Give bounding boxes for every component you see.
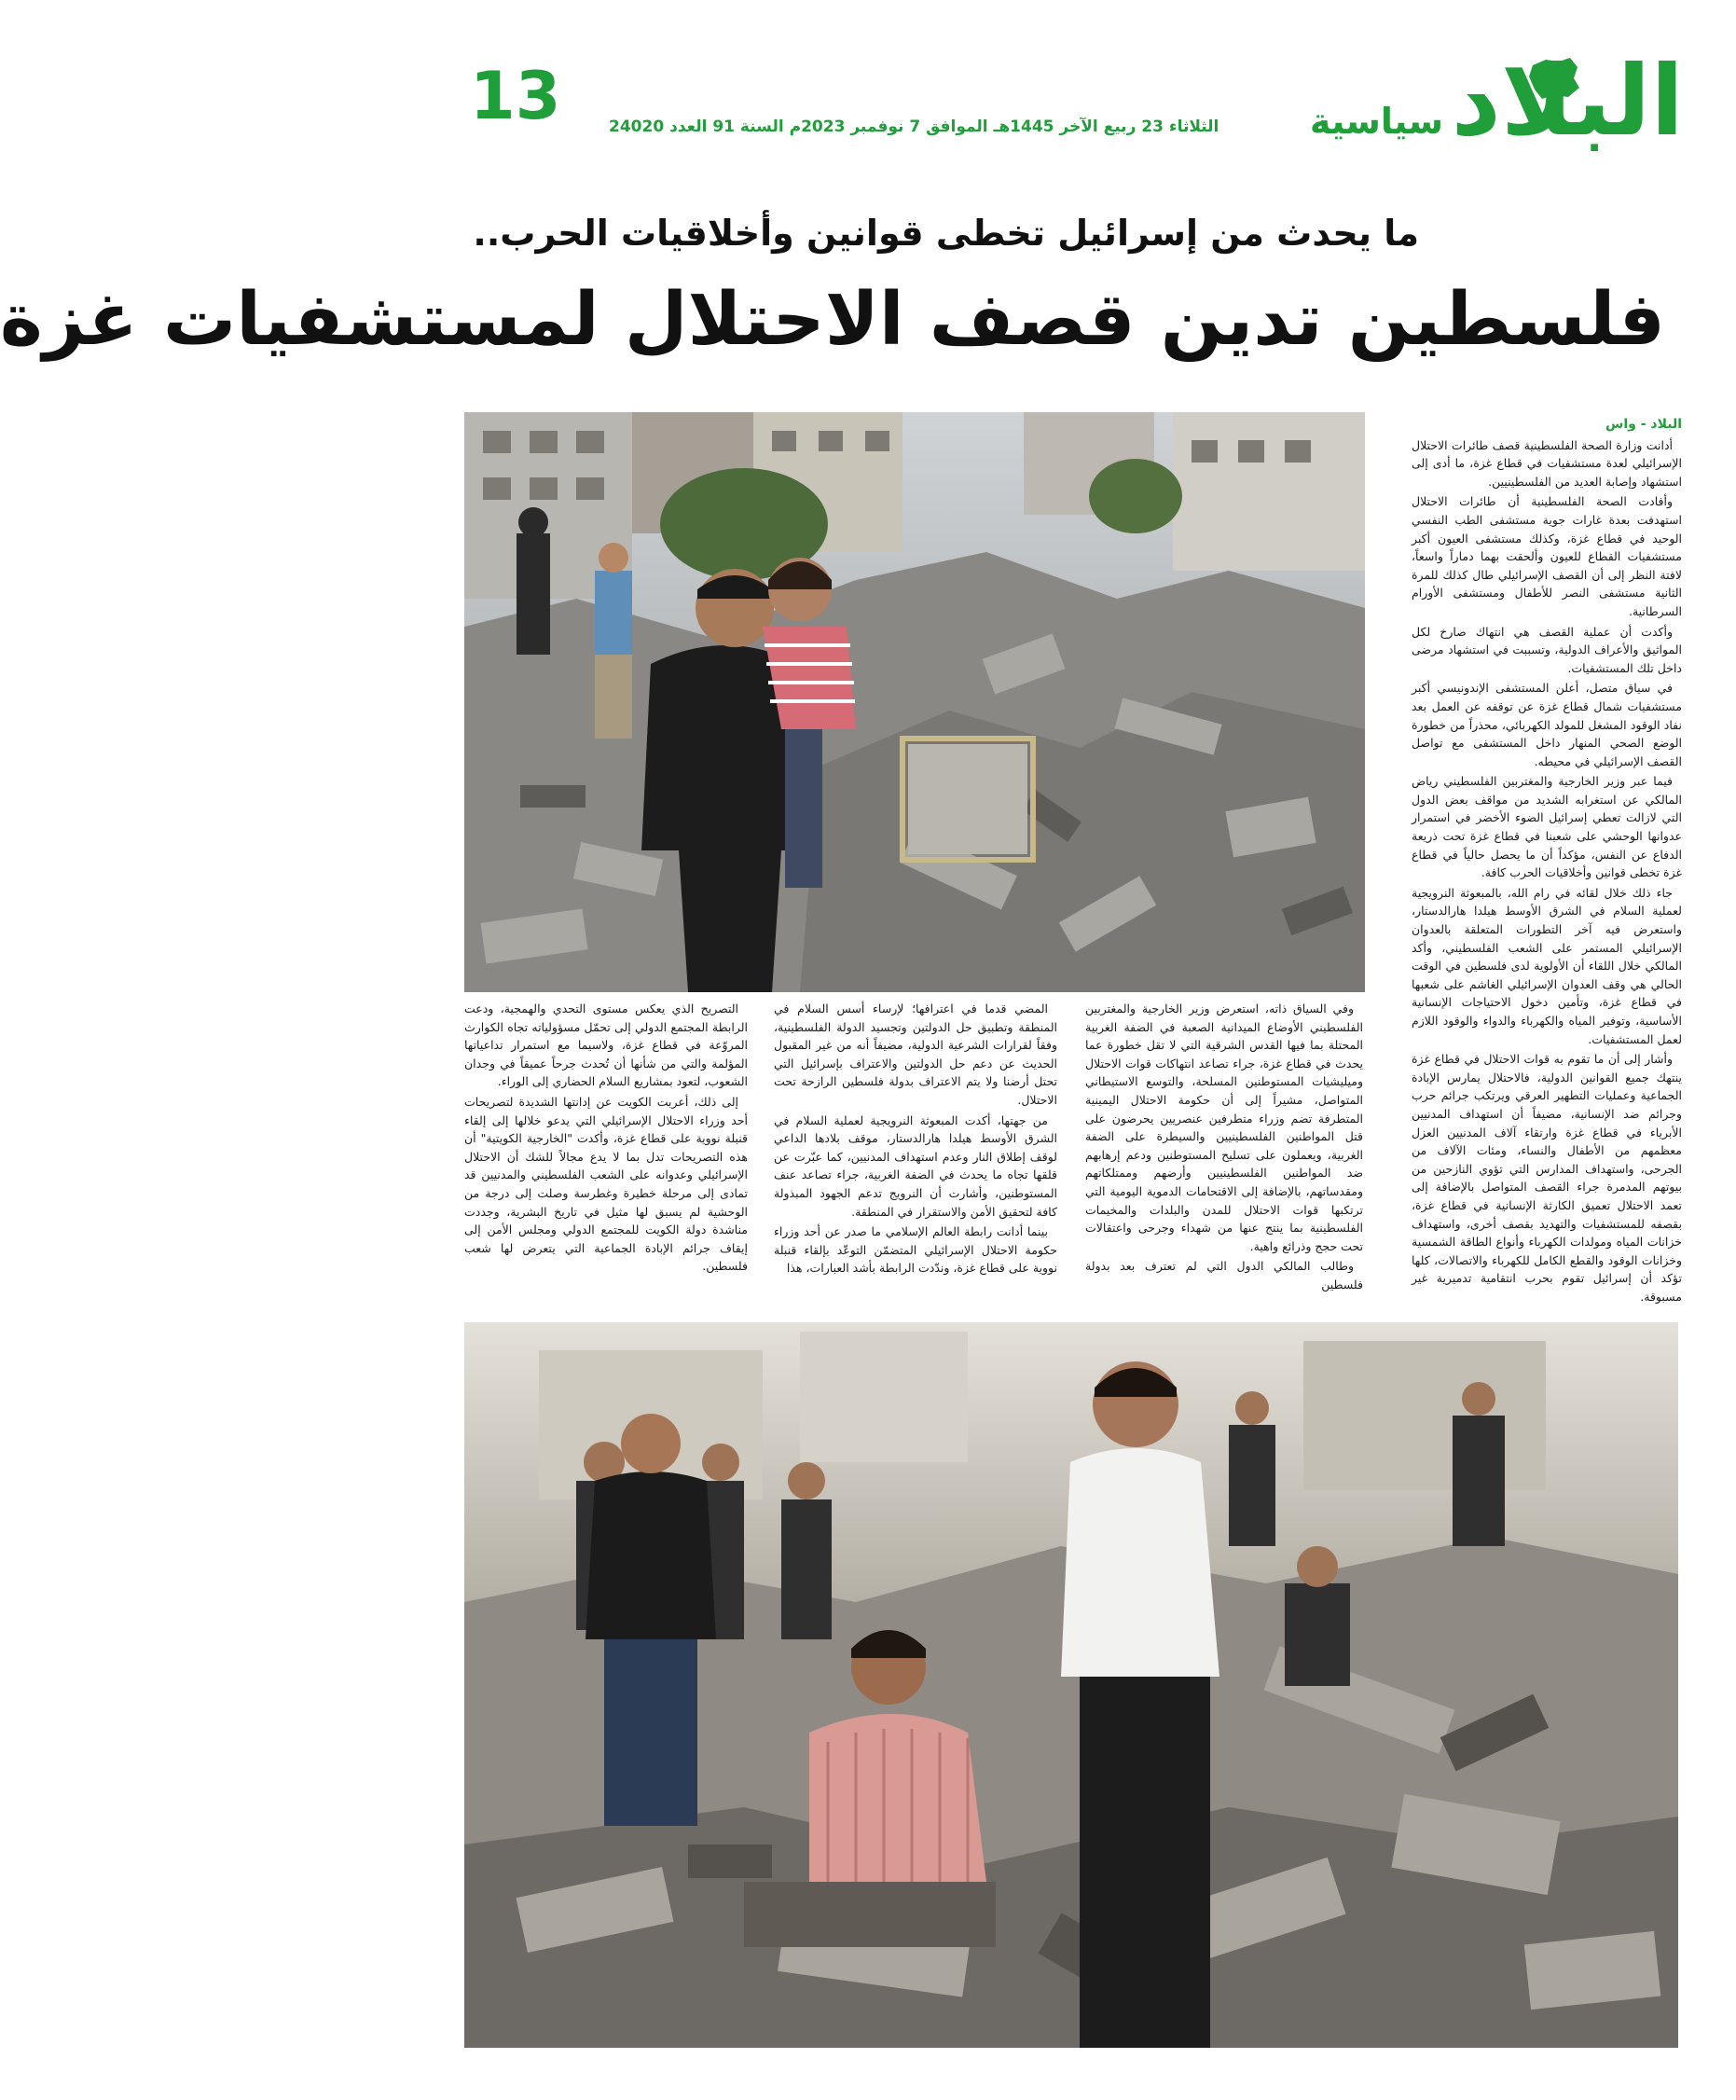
paragraph: وأشار إلى أن ما تقوم به قوات الاحتلال في قطاع غزة ينتهك جميع القوانين الدولية، فالاحتلال يمارس الإبادة الجماعية وعمليات التطهير العرقي ويرتكب جرائم حرب وجرائم ضد الإنسانية، مضيفاً أن استهداف المدنيين الأبرياء في قطاع غزة وارتقاء آلاف المدنيين العزل معظمهم من الأطفال والنساء، ومئات الآلاف من الجرحى، واستهداف المدارس التي تؤوي النازحين من بيوتهم المدمرة جراء القصف المتواصل بالإضافة إلى تعمد الاحتلال تعميق الكارثة الإنسانية في قطاع غزة، بقصفه للمستشفيات والتهديد بقصف أخرى، واستهداف خزانات المياه ومولدات الكهرباء وأنواع الطاقة الشمسية وخزانات الوقود والقطع الكامل للكهرباء والاتصالات، كلها تؤكد أن إسرائيل تقوم بحرب انتقامية تدميرية غير مسبوقة. <box>1412 1052 1682 1304</box>
article-kicker: ما يحدث من إسرائيل تخطى قوانين وأخلاقيات الحرب.. <box>473 213 1419 254</box>
paragraph: بينما أدانت رابطة العالم الإسلامي ما صدر عن أحد وزراء حكومة الاحتلال الإسرائيلي المتضمّن التوعّد بإلقاء قنبلة نووية على قطاع غزة، وندّدت الرابطة بأشد العبارات، هذا <box>774 1224 1057 1276</box>
paragraph: وفي السياق ذاته، استعرض وزير الخارجية والمغتربين الفلسطيني الأوضاع الميدانية الصعبة في الضفة الغربية المحتلة بما فيها القدس الشرقية التي لا تقل خطورة عما يحدث في قطاع غزة، جراء تصاعد انتهاكات قوات الاحتلال وميليشيات المستوطنين المسلحة، والتوسع الاستيطاني المتواصل، مشيراً إلى أن حكومة الاحتلال اليمينية المتطرفة تضم وزراء متطرفين عنصريين يحرضون على قتل المواطنين الفلسطينيين والسيطرة على الضفة الغربية، ويعملون على تسليح المستوطنين ودعم إرهابهم ضد المواطنين الفلسطينيين وأرضهم وممتلكاتهم ومقدساتهم، بالإضافة إلى الاقتحامات الدموية اليومية التي ترتكبها قوات الاحتلال للمدن والبلدات والمخيمات الفلسطينية بما ينتج عنها من شهداء وجرحى واعتقالات تحت حجج وذرائع واهية. <box>1085 1002 1363 1253</box>
paragraph: وأفادت الصحة الفلسطينية أن طائرات الاحتلال استهدفت بعدة غارات جوية مستشفى الطب النفسي الوحيد في قطاع غزة، وكذلك مستشفى العيون أكبر مستشفيات القطاع للعيون وألحقت بهما دماراً واسعاً، لافتة النظر إلى أن القصف الإسرائيلي طال كذلك للمرة الثانية مستشفى النصر للأطفال ومستشفى الأورام السرطانية. <box>1412 494 1682 618</box>
photo-rubble-mourners <box>464 1322 1678 2048</box>
article-headline: فلسطين تدين قصف الاحتلال لمستشفيات غزة <box>0 278 1665 362</box>
section-label: سياسية <box>1309 101 1443 142</box>
paragraph: التصريح الذي يعكس مستوى التحدي والهمجية، ودعت الرابطة المجتمع الدولي إلى تحمّل مسؤولياته تجاه الكوارث المروّعة في قطاع غزة، ولاسيما مع استمرار تداعياتها المؤلمة والتي من شأنها أن تُحدث جرحاً عميقاً في وجدان الشعوب، لتعود بمشاريع السلام الحضاري إلى الوراء. <box>464 1002 748 1089</box>
paragraph: في سياق متصل، أعلن المستشفى الإندونيسي أكبر مستشفيات شمال قطاع غزة عن توقفه عن العمل بعد نفاد الوقود المشغل للمولد الكهربائي، محذراً من خطورة الوضع الصحي المنهار داخل المستشفى مع تواصل القصف الإسرائيلي في محيطه. <box>1412 681 1682 768</box>
paragraph: وطالب المالكي الدول التي لم تعترف بعد بدولة فلسطين <box>1085 1259 1363 1292</box>
article-column-lead <box>1412 416 1682 1304</box>
paragraph: وأكدت أن عملية القصف هي انتهاك صارخ لكل المواثيق والأعراف الدولية، وتسببت في استشهاد مرضى داخل تلك المستشفيات. <box>1412 624 1682 675</box>
paragraph: المضي قدما في اعترافها؛ لإرساء أسس السلام في المنطقة وتطبيق حل الدولتين وتجسيد الدولة الفلسطينية، وفقاً لقرارات الشرعية الدولية، مضيفاً أنه من غير المقبول الحديث عن دعم حل الدولتين والاعتراف بإسرائيل التي تحتل أرضنا ولا يتم الاعتراف بدولة فلسطين الرازحة تحت الاحتلال. <box>774 1002 1057 1107</box>
paragraph: فيما عبر وزير الخارجية والمغتربين الفلسطيني رياض المالكي عن استغرابه الشديد من مواقف بعض الدول التي لازالت تعطي إسرائيل الضوء الأخضر في استمرار عدوانها الوحشي على شعبنا في قطاع غزة تحت ذريعة الدفاع عن النفس، مؤكداً أن ما يحصل حالياً في قطاع غزة تخطى قوانين وأخلاقيات الحرب كافة. <box>1412 774 1682 880</box>
masthead <box>464 44 1684 164</box>
newspaper-logo <box>1451 44 1684 160</box>
photo-rubble-man-carrying-child <box>464 412 1365 992</box>
paragraph: أدانت وزارة الصحة الفلسطينية قصف طائرات الاحتلال الإسرائيلي لعدة مستشفيات في قطاع غزة، ما أدى إلى استشهاد وإصابة العديد من الفلسطينيين. <box>1412 437 1682 489</box>
paragraph: جاء ذلك خلال لقائه في رام الله، بالمبعوثة النرويجية لعملية السلام في الشرق الأوسط هيلدا هارالدستار، واستعرض فيه آخر التطورات المتعلقة بالعدوان الإسرائيلي المستمر على الشعب الفلسطيني، وأكد المالكي خلال اللقاء أن الأولوية لدى فلسطين في الوقت الحالي هي وقف العدوان الإسرائيلي الغاشم على شعبها في قطاع غزة، وتأمين دخول الاحتياجات الإنسانية الأساسية، وتوفير المياه والكهرباء والدواء والوقود اللازم لعمل المستشفيات. <box>1412 885 1682 1046</box>
paragraph: من جهتها، أكدت المبعوثة النرويجية لعملية السلام في الشرق الأوسط هيلدا هارالدستار، موقف بلادها الداعي لوقف إطلاق النار وعدم استهداف المدنيين، كما عبّرت عن قلقها تجاه ما يحدث في الضفة الغربية، جراء تصاعد عنف المستوطنين، وأشارت أن النرويج تدعم الجهود المبذولة كافة لتحقيق الأمن والاستقرار في المنطقة. <box>774 1112 1057 1219</box>
article-column-b <box>774 1000 1057 1306</box>
logo-text: البلاد <box>1451 44 1684 158</box>
article-column-a <box>1085 1000 1363 1306</box>
article-column-c <box>464 1000 748 1306</box>
paragraph: إلى ذلك، أعربت الكويت عن إدانتها الشديدة لتصريحات أحد وزراء الاحتلال الإسرائيلي التي يدعو خلالها إلى إلقاء قنبلة نووية على قطاع غزة، وأكدت "الخارجية الكويتية" أن هذه التصريحات تدل بما لا يدع مجالاً للشك أن الاحتلال الإسرائيلي وعدوانه على الشعب الفلسطيني والمدنيين قد تمادى إلى مرحلة خطيرة وغطرسة وصلت إلى درجة من الوحشية لم يسبق لها مثيل في تاريخ البشرية، وجددت مناشدة دولة الكويت للمجتمع الدولي ومجلس الأمن إلى إيقاف جرائم الإبادة الجماعية التي يتعرض لها شعب فلسطين. <box>464 1094 748 1274</box>
issue-date-line: الثلاثاء 23 ربيع الآخر 1445هـ الموافق 7 نوفمبر 2023م السنة 91 العدد 24020 <box>609 117 1219 136</box>
page-number: 13 <box>470 58 561 134</box>
article-byline: البلاد - واس <box>1605 417 1682 432</box>
